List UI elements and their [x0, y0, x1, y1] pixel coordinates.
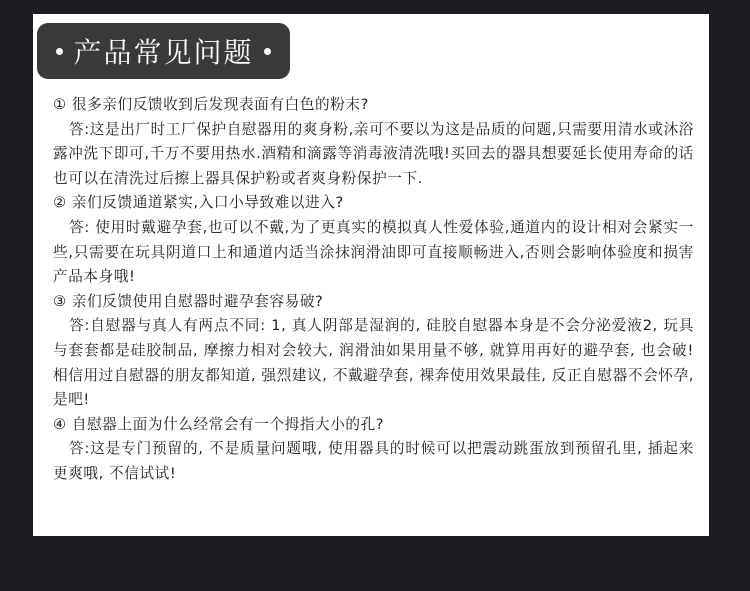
title-badge: [37, 23, 290, 79]
faq-panel: [33, 14, 709, 536]
faq-answer-1: 答:这是出厂时工厂保护自慰器用的爽身粉,亲可不要以为这是品质的问题,只需要用清水或沐浴露冲洗下即可,千万不要用热水.酒精和滴露等消毒液清洗哦!买回去的器具想要延长使用寿命的话也可以在清洗过后擦上器具保护粉或者爽身粉保护一下.: [53, 120, 694, 187]
faq-question-1: ① 很多亲们反馈收到后发现表面有白色的粉末?: [53, 96, 369, 113]
faq-question-2: ② 亲们反馈通道紧实,入口小导致难以进入?: [53, 194, 344, 212]
faq-question-4: ④ 自慰器上面为什么经常会有一个拇指大小的孔?: [53, 415, 385, 433]
faq-answer-3: 答:自慰器与真人有两点不同: 1, 真人阴部是湿润的, 硅胶自慰器本身是不会分泌爱液2, 玩具与套套都是硅胶制品, 摩擦力相对会较大, 润滑油如果用量不够, 就算用再好的避孕套, 也会破! 相信用过自慰器的朋友都知道, 强烈建议, 不戴避孕套, 裸奔使用效果最佳, 反正自慰器不会怀孕, 是吧!: [53, 317, 694, 409]
faq-question-3: ③ 亲们反馈使用自慰器时避孕套容易破?: [53, 292, 324, 310]
bullet-dot-icon: [264, 48, 271, 55]
page-title: 产品常见问题: [73, 36, 254, 69]
faq-answer-2: 答: 使用时戴避孕套,也可以不戴,为了更真实的模拟真人性爱体验,通道内的设计相对会紧实一些,只需要在玩具阴道口上和通道内适当涂抹润滑油即可直接顺畅进入,否则会影响体验度和损害产品本身哦!: [53, 218, 694, 286]
bullet-dot-icon: [56, 48, 63, 55]
faq-list: [53, 93, 694, 487]
faq-answer-4: 答:这是专门预留的, 不是质量问题哦, 使用器具的时候可以把震动跳蛋放到预留孔里, 插起来更爽哦, 不信试试!: [53, 440, 694, 482]
